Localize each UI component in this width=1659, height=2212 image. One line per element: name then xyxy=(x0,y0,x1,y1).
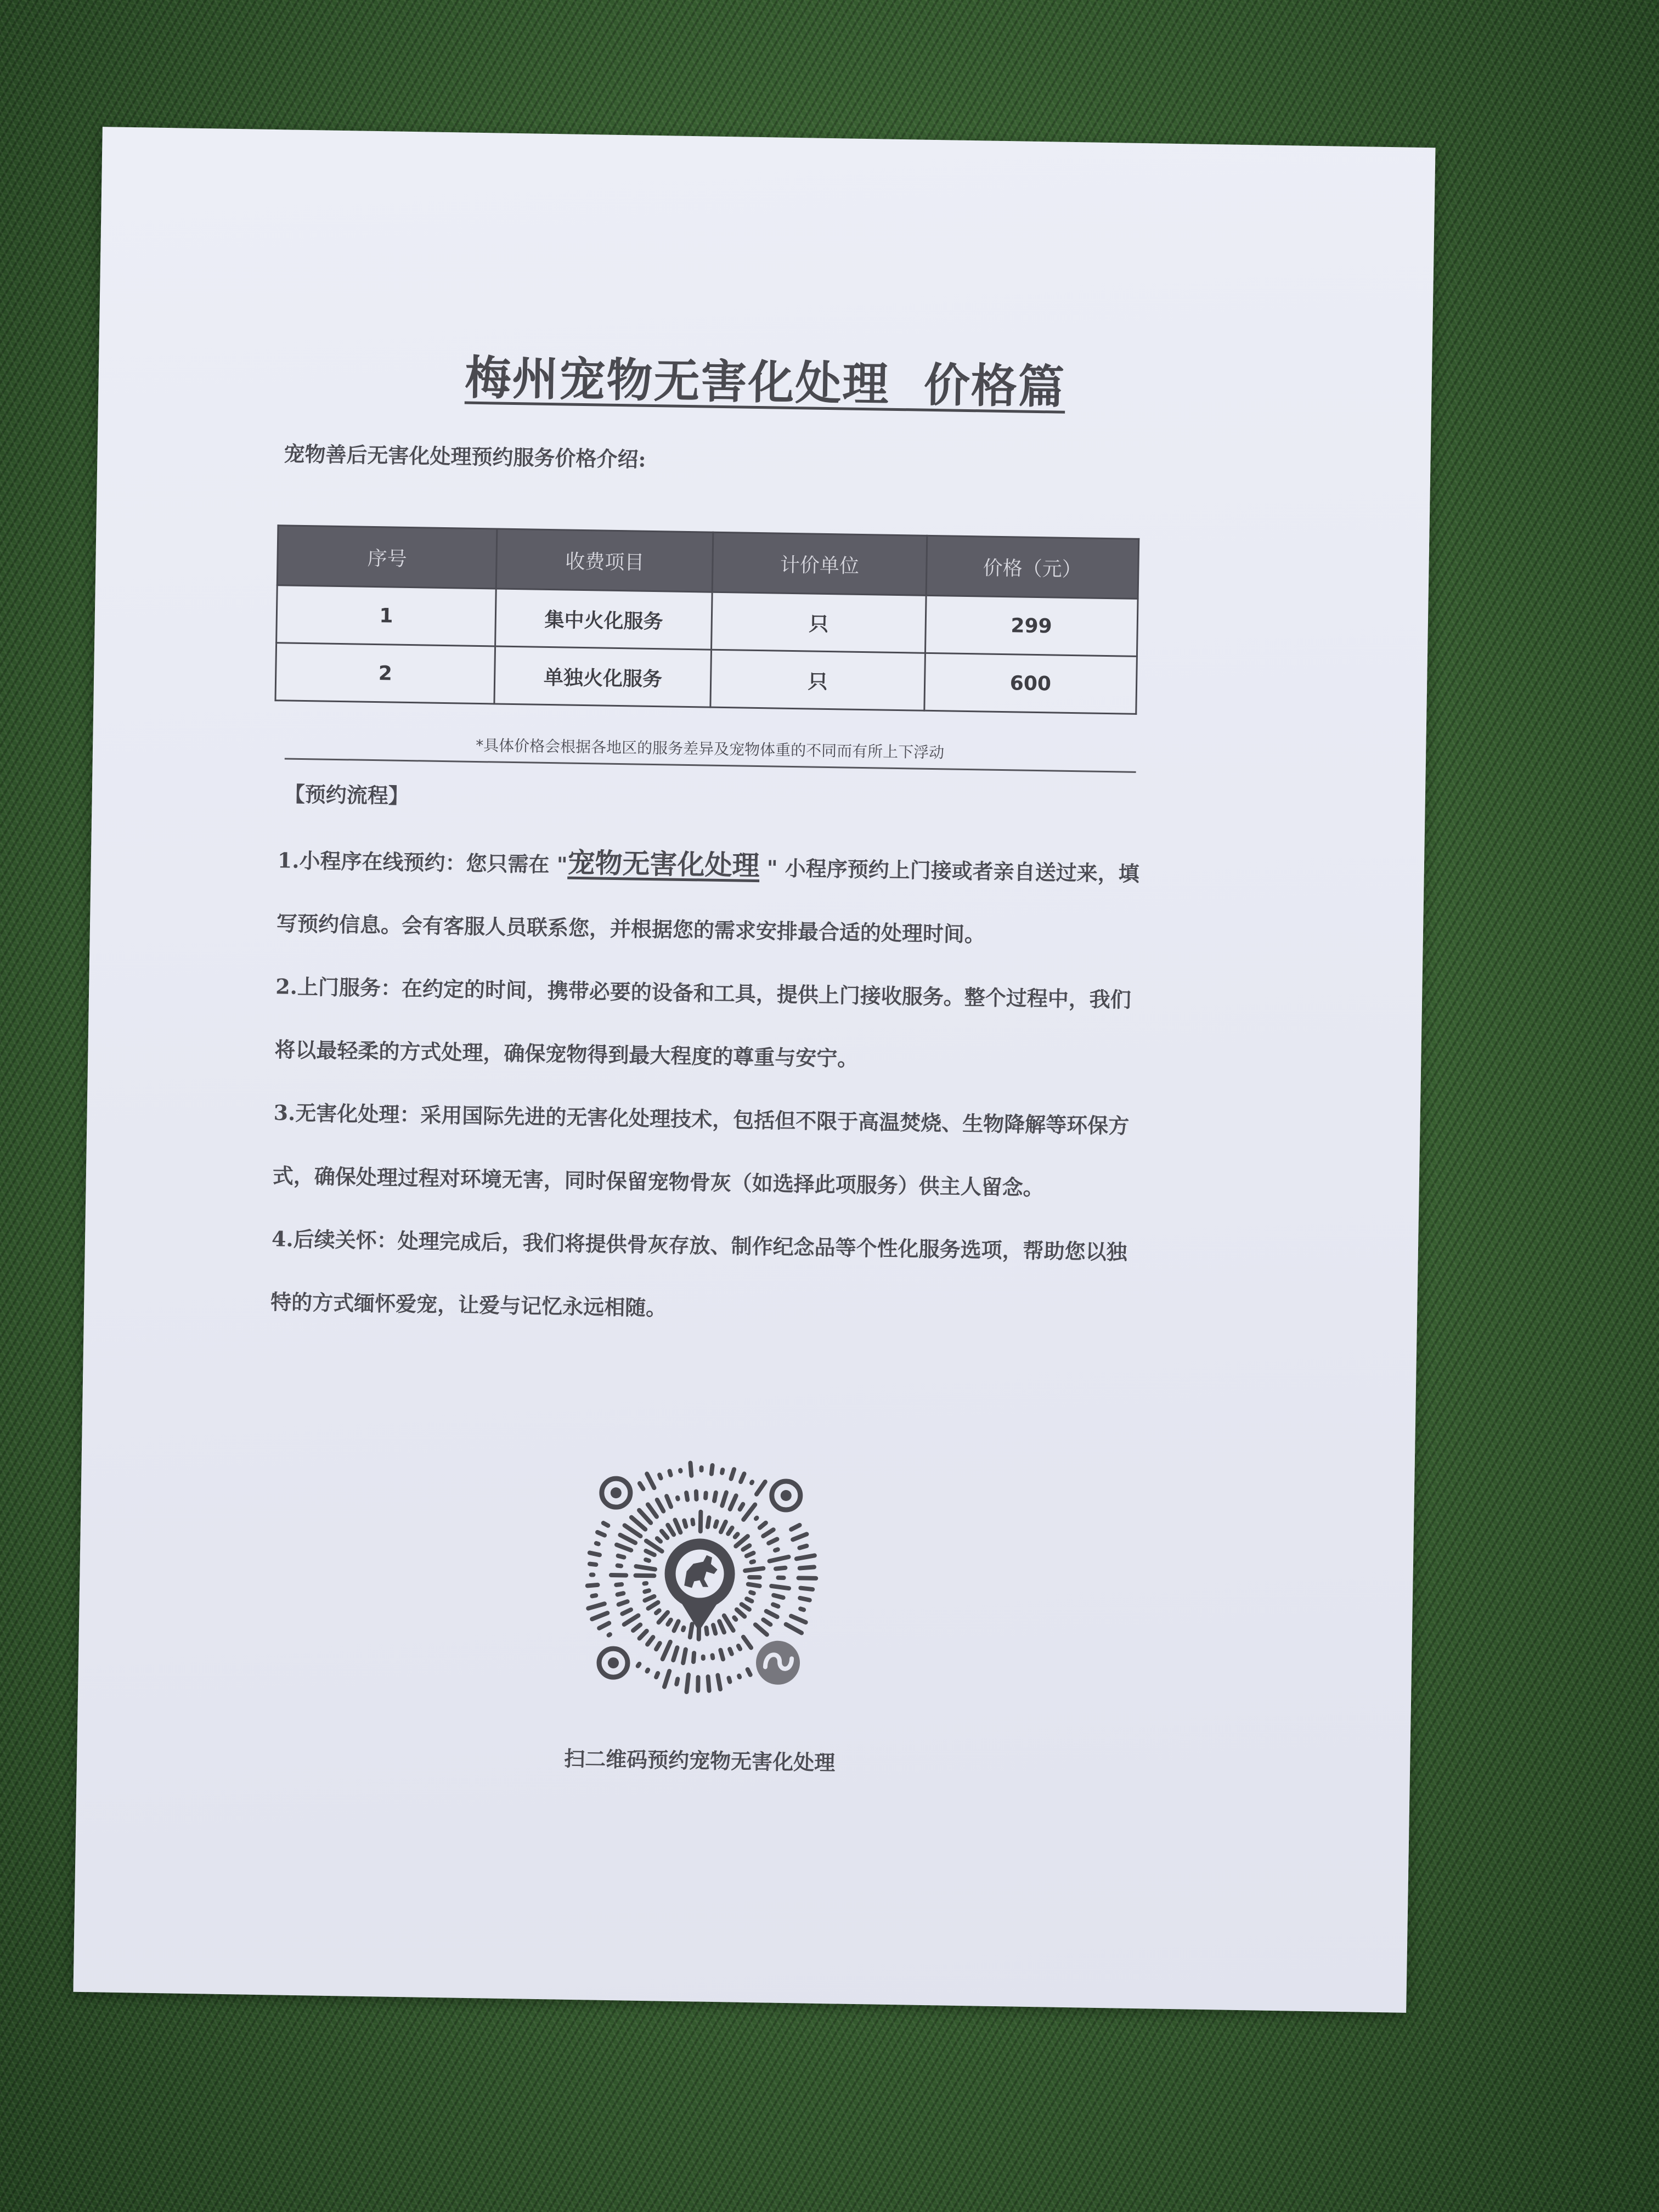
qr-segment xyxy=(712,1490,718,1503)
qr-segment xyxy=(614,1582,624,1588)
qr-segment xyxy=(769,1583,792,1590)
qr-segment xyxy=(678,1468,683,1474)
mini-program-badge-icon xyxy=(755,1640,800,1685)
qr-segment xyxy=(737,1501,746,1512)
mini-program-name: 宠物无害化处理 xyxy=(567,846,760,882)
price-table xyxy=(274,524,1139,715)
qr-segment xyxy=(757,1520,769,1531)
qr-segment xyxy=(727,1493,739,1512)
row-unit: 只 xyxy=(710,650,925,710)
qr-segment xyxy=(684,1672,691,1694)
qr-segment xyxy=(788,1613,809,1625)
qr-segment xyxy=(589,1572,596,1577)
qr-segment xyxy=(675,1495,681,1502)
row-price: 299 xyxy=(925,595,1138,656)
qr-segment xyxy=(771,1593,786,1600)
qr-segment xyxy=(684,1490,690,1502)
qr-segment xyxy=(748,1589,757,1596)
row-price: 600 xyxy=(924,653,1137,714)
qr-segment xyxy=(760,1617,774,1628)
qr-segment xyxy=(718,1647,726,1662)
qr-segment xyxy=(687,1622,695,1640)
step-1-suffix: " 小程序预约上门接或者亲自送过来，填写预约信息。会有客服人员联系您，并根据您的需求安排最合适的处理时间。 xyxy=(276,855,1140,947)
qr-segment xyxy=(735,1643,743,1652)
qr-segment xyxy=(644,1471,657,1491)
qr-segment xyxy=(744,1550,757,1559)
step-3: 3.无害化处理：采用国际先进的无害化处理技术，包括但不限于高温焚烧、生物降解等环保方式，确保处理过程对环境无害，同时保留宠物骨灰（如选择此项服务）供主人留念。 xyxy=(272,1100,1130,1200)
qr-segment xyxy=(674,1677,680,1687)
step-1 xyxy=(276,826,1144,968)
qr-segment xyxy=(705,1515,712,1530)
qr-segment xyxy=(704,1626,709,1637)
qr-segment xyxy=(614,1542,634,1553)
qr-segment xyxy=(797,1543,809,1551)
qr-segment xyxy=(772,1547,781,1553)
step-2: 2.上门服务：在约定的时间，携带必要的设备和工具，提供上门接收服务。整个过程中，我们将以最轻柔的方式处理，确保宠物得到最大程度的尊重与安宁。 xyxy=(274,974,1132,1071)
qr-segment xyxy=(654,1535,664,1544)
qr-segment xyxy=(633,1573,656,1578)
qr-segment xyxy=(709,1463,715,1476)
header-item: 收费项目 xyxy=(496,529,713,592)
qr-segment xyxy=(703,1491,708,1500)
qr-segment xyxy=(713,1519,720,1529)
qr-segment xyxy=(585,1583,600,1588)
qr-segment xyxy=(788,1522,803,1533)
qr-segment xyxy=(798,1606,806,1612)
qr-segment xyxy=(797,1565,816,1571)
qr-segment xyxy=(753,1515,760,1522)
qr-segment xyxy=(743,1566,766,1573)
qr-segment xyxy=(719,1489,729,1508)
qr-segment xyxy=(699,1465,703,1472)
qr-segment xyxy=(798,1585,815,1592)
qr-segment xyxy=(664,1493,674,1510)
header-price: 价格（元） xyxy=(926,535,1139,599)
qr-segment xyxy=(798,1595,812,1602)
qr-segment xyxy=(740,1634,754,1651)
qr-segment xyxy=(747,1575,762,1579)
qr-segment xyxy=(653,1671,661,1680)
qr-segment xyxy=(746,1582,762,1589)
qr-segment xyxy=(667,1468,674,1477)
qr-segment xyxy=(587,1550,602,1558)
qr-segment xyxy=(644,1667,651,1674)
qr-caption: 扫二维码预约宠物无害化处理 xyxy=(563,1746,836,1775)
qr-segment xyxy=(654,1497,666,1514)
qr-segment xyxy=(643,1548,657,1558)
qr-segment xyxy=(681,1518,689,1530)
qr-segment xyxy=(600,1520,611,1529)
qr-segment xyxy=(728,1466,737,1481)
qr-segment xyxy=(690,1517,696,1527)
qr-segment xyxy=(636,1480,646,1492)
row-index: 1 xyxy=(276,585,496,646)
qr-segment xyxy=(696,1675,701,1693)
qr-segment xyxy=(763,1608,780,1620)
qr-segment xyxy=(643,1557,652,1564)
qr-segment xyxy=(615,1590,626,1597)
row-index: 2 xyxy=(275,643,495,704)
process-steps xyxy=(270,826,1144,1347)
qr-segment xyxy=(790,1531,810,1542)
price-note: *具体价格会根据各地区的服务差异及宠物体重的不同而有所上下浮动 xyxy=(475,736,945,762)
qr-segment xyxy=(665,1617,674,1627)
qr-segment xyxy=(606,1632,613,1639)
qr-segment xyxy=(609,1573,628,1578)
qr-segment xyxy=(616,1553,627,1560)
qr-segment xyxy=(706,1674,712,1693)
qr-segment xyxy=(653,1640,663,1652)
qr-segment xyxy=(595,1530,607,1538)
qr-segment xyxy=(588,1561,599,1567)
qr-segment xyxy=(680,1625,686,1633)
qr-segment xyxy=(796,1576,818,1581)
qr-segment xyxy=(596,1620,612,1631)
qr-segment xyxy=(590,1593,599,1599)
qr-segment xyxy=(657,1472,664,1481)
qr-segment xyxy=(644,1634,656,1648)
qr-segment xyxy=(732,1531,741,1541)
qr-segment xyxy=(710,1622,718,1636)
qr-segment xyxy=(619,1607,634,1617)
qr-segment xyxy=(783,1621,804,1636)
qr-segment xyxy=(691,1651,697,1664)
qr-segment xyxy=(766,1536,780,1546)
qr-segment xyxy=(738,1471,747,1485)
qr-segment xyxy=(680,1647,688,1666)
qr-segment xyxy=(715,1673,723,1692)
qr-segment xyxy=(642,1588,652,1594)
qr-segment xyxy=(726,1675,732,1685)
qr-segment xyxy=(770,1601,781,1609)
qr-segment xyxy=(694,1489,699,1502)
qr-segment xyxy=(642,1581,649,1585)
mini-program-qr-code-icon[interactable] xyxy=(561,1440,839,1719)
qr-segment xyxy=(760,1527,777,1539)
document-title: 梅州宠物无害化处理 价格篇 xyxy=(464,350,1066,414)
header-unit: 计价单位 xyxy=(713,532,927,595)
row-item: 集中火化服务 xyxy=(495,589,713,650)
qr-segment xyxy=(725,1525,735,1537)
qr-segment xyxy=(744,1596,755,1604)
qr-segment xyxy=(701,1654,706,1661)
qr-segment xyxy=(736,1673,742,1680)
section-title: 【预约流程】 xyxy=(284,781,410,809)
qr-segment xyxy=(740,1543,753,1553)
qr-segment xyxy=(698,1510,703,1534)
qr-segment xyxy=(585,1601,607,1611)
qr-segment xyxy=(744,1667,753,1678)
qr-segment xyxy=(670,1645,680,1663)
price-sheet-paper xyxy=(73,127,1435,2013)
qr-segment xyxy=(615,1563,623,1568)
qr-segment xyxy=(662,1668,672,1690)
qr-segment xyxy=(635,1661,642,1669)
qr-segment xyxy=(749,1559,757,1565)
step-1-prefix: 1.小程序在线预约：您只需在 " xyxy=(277,848,568,877)
qr-segment xyxy=(710,1653,715,1661)
qr-segment xyxy=(794,1553,817,1561)
qr-segment xyxy=(688,1460,694,1478)
qr-segment xyxy=(589,1610,610,1622)
intro-text: 宠物善后无害化处理预约服务价格介绍: xyxy=(284,441,646,472)
qr-segment xyxy=(630,1622,643,1634)
qr-segment xyxy=(616,1599,630,1607)
qr-segment xyxy=(749,1479,755,1486)
qr-segment xyxy=(594,1541,601,1547)
qr-segment xyxy=(653,1607,662,1616)
qr-segment xyxy=(727,1646,735,1657)
qr-segment xyxy=(634,1564,658,1572)
qr-segment xyxy=(731,1615,739,1623)
qr-segment xyxy=(767,1554,791,1564)
header-index: 序号 xyxy=(277,526,497,589)
qr-segment xyxy=(636,1628,650,1641)
row-unit: 只 xyxy=(712,592,926,653)
row-item: 单独火化服务 xyxy=(494,646,712,707)
qr-segment xyxy=(719,1467,725,1475)
qr-segment xyxy=(776,1576,786,1580)
qr-segment xyxy=(753,1479,768,1497)
qr-segment xyxy=(774,1565,788,1571)
step-4: 4.后续关怀：处理完成后，我们将提供骨灰存放、制作纪念品等个性化服务选项，帮助您以独特的方式缅怀爱宠，让爱与记忆永远相随。 xyxy=(270,1226,1127,1321)
